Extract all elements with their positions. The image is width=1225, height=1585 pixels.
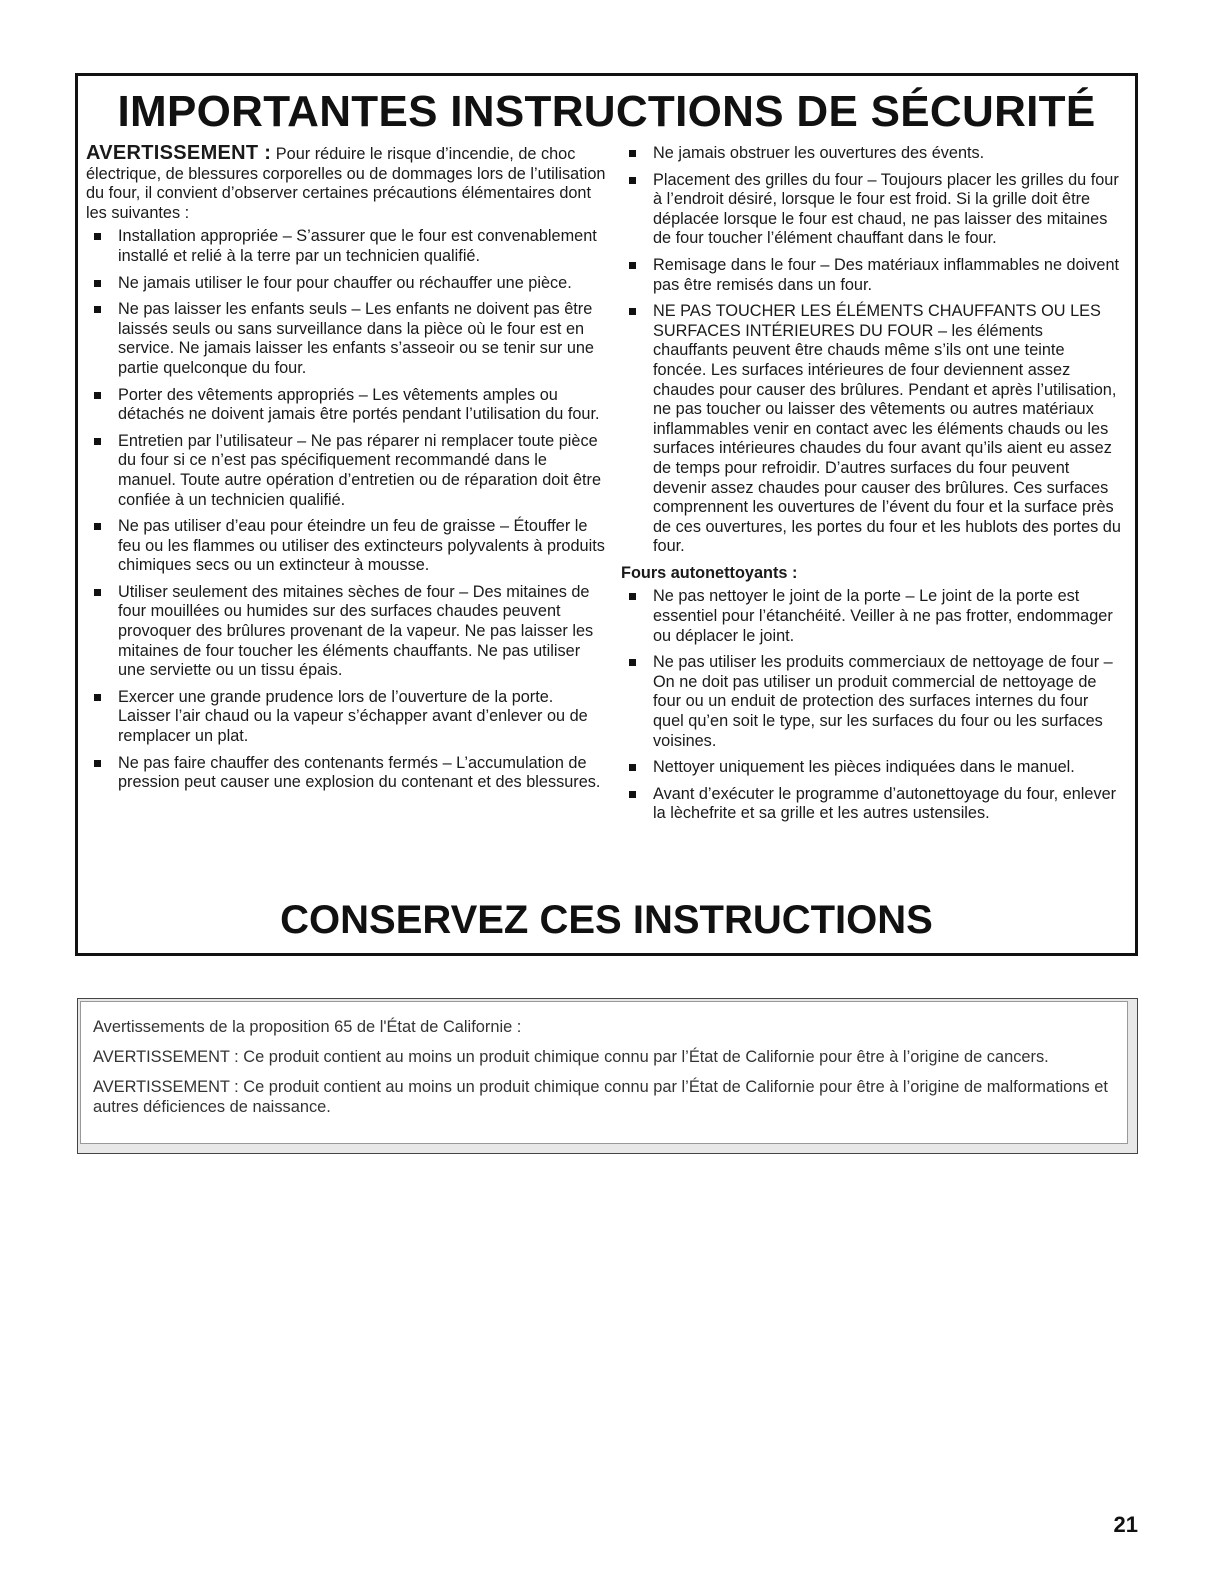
- square-bullet-icon: [629, 593, 636, 600]
- list-item-text: Ne pas nettoyer le joint de la porte – Le joint de la porte est essentiel pour l’étanchéité. Veiller à ne pas frotter, endommager ou déplacer le joint.: [653, 587, 1113, 645]
- list-item-text: Porter des vêtements appropriés – Les vêtements amples ou détachés ne doivent jamais être portés pendant l’utilisation du four.: [118, 385, 600, 424]
- list-item: [86, 517, 606, 576]
- prop65-cancer-warning: AVERTISSEMENT : Ce produit contient au moins un produit chimique connu par l’État de Californie pour être à l’origine de cancers.: [93, 1048, 1049, 1066]
- prop65-content: [80, 1001, 1128, 1144]
- square-bullet-icon: [94, 438, 101, 445]
- list-item-text: Nettoyer uniquement les pièces indiquées dans le manuel.: [653, 758, 1075, 777]
- left-instructions-list: [86, 227, 606, 792]
- list-item: [621, 144, 1121, 164]
- square-bullet-icon: [94, 306, 101, 313]
- list-item-text: NE PAS TOUCHER LES ÉLÉMENTS CHAUFFANTS OU LES SURFACES INTÉRIEURES DU FOUR – les éléments chauffants peuvent être chauds même s’ils ont une teinte foncée. Les surfaces intérieures de four deviennent assez chaudes pour causer des brûlures. Pendant et après l’utilisation, ne pas toucher ou laisser des vêtements ou autres matériaux inflammables venir en contact avec les éléments chauds ou les surfaces intérieures chaudes du four avant qu’ils aient eu assez de temps pour refroidir. D’autres surfaces du four peuvent devenir assez chaudes pour causer des brûlures. Ces surfaces comprennent les ouvertures de l’évent du four et la surface près de ces ouvertures, les portes du four et les hublots des portes du four.: [653, 302, 1121, 556]
- list-item-text: Ne pas utiliser les produits commerciaux de nettoyage de four – On ne doit pas utiliser un produit commercial de nettoyage de four ou un enduit de protection des surfaces internes du four quel qu’en soit le type, sur les surfaces du four ou les surfaces voisines.: [653, 653, 1113, 750]
- list-item: [86, 300, 606, 378]
- square-bullet-icon: [94, 233, 101, 240]
- page-title: IMPORTANTES INSTRUCTIONS DE SÉCURITÉ: [117, 87, 1096, 136]
- list-item: [621, 785, 1121, 824]
- warning-label: AVERTISSEMENT :: [86, 142, 272, 164]
- list-item: [86, 583, 606, 681]
- self-clean-list: [621, 587, 1121, 824]
- list-item: [621, 758, 1121, 778]
- list-item: [86, 432, 606, 510]
- self-clean-heading: Fours autonettoyants :: [621, 563, 798, 582]
- prop65-birth-defect-warning: AVERTISSEMENT : Ce produit contient au moins un produit chimique connu par l’État de Californie pour être à l’origine de malformations et autres déficiences de naissance.: [93, 1078, 1108, 1116]
- list-item: [86, 227, 606, 266]
- list-item-text: Ne jamais utiliser le four pour chauffer ou réchauffer une pièce.: [118, 273, 572, 292]
- square-bullet-icon: [94, 523, 101, 530]
- square-bullet-icon: [629, 764, 636, 771]
- list-item-text: Ne jamais obstruer les ouvertures des évents.: [653, 144, 985, 162]
- square-bullet-icon: [94, 760, 101, 767]
- list-item: [86, 688, 606, 747]
- square-bullet-icon: [94, 694, 101, 701]
- warning-intro-text: Pour réduire le risque d’incendie, de choc électrique, de blessures corporelles ou de dommages lors de l’utilisation du four, il convient d’observer certaines précautions élémentaires dont les suivantes :: [86, 145, 606, 222]
- right-column: [621, 144, 1121, 831]
- page-number: 21: [1113, 1512, 1138, 1537]
- list-item-text: Avant d’exécuter le programme d’autonettoyage du four, enlever la lèchefrite et sa grille et les autres ustensiles.: [653, 784, 1117, 823]
- square-bullet-icon: [629, 659, 636, 666]
- list-item: [86, 754, 606, 793]
- warning-intro: [86, 144, 606, 223]
- square-bullet-icon: [629, 150, 636, 157]
- list-item: [86, 274, 606, 294]
- square-bullet-icon: [94, 589, 101, 596]
- list-item: [86, 386, 606, 425]
- list-item-text: Exercer une grande prudence lors de l’ouverture de la porte. Laisser l’air chaud ou la vapeur s’échapper avant d’enlever ou de remplacer un plat.: [118, 687, 588, 746]
- list-item-text: Ne pas laisser les enfants seuls – Les enfants ne doivent pas être laissés seuls ou sans surveillance dans la pièce où le four est en service. Ne jamais laisser les enfants s’asseoir ou se tenir sur une partie quelconque du four.: [118, 300, 594, 377]
- square-bullet-icon: [94, 392, 101, 399]
- left-column: [86, 144, 606, 800]
- prop65-warning-box: [77, 998, 1138, 1154]
- list-item-text: Entretien par l’utilisateur – Ne pas réparer ni remplacer toute pièce du four si ce n’est pas spécifiquement recommandé dans le manuel. Toute autre opération d’entretien ou de réparation doit être confiée à un technicien qualifié.: [118, 431, 602, 509]
- square-bullet-icon: [94, 280, 101, 287]
- list-item-text: Remisage dans le four – Des matériaux inflammables ne doivent pas être remisés dans un four.: [653, 255, 1120, 294]
- list-item-text: Ne pas faire chauffer des contenants fermés – L’accumulation de pression peut causer une explosion du contenant et des blessures.: [118, 753, 601, 792]
- prop65-heading: Avertissements de la proposition 65 de l'État de Californie :: [93, 1018, 522, 1036]
- list-item-text: Ne pas utiliser d’eau pour éteindre un feu de graisse – Étouffer le feu ou les flammes ou utiliser des extincteurs polyvalents à produits chimiques secs ou un extincteur à mousse.: [118, 517, 605, 575]
- right-instructions-list: [621, 144, 1121, 557]
- square-bullet-icon: [629, 177, 636, 184]
- save-instructions-title: CONSERVEZ CES INSTRUCTIONS: [280, 898, 933, 942]
- list-item: [621, 653, 1121, 751]
- square-bullet-icon: [629, 262, 636, 269]
- safety-instructions-box: [75, 73, 1138, 956]
- list-item: [621, 587, 1121, 646]
- list-item-text: Placement des grilles du four – Toujours placer les grilles du four à l’endroit désiré, lorsque le four est froid. Si la grille doit être déplacée lorsque le four est chaud, ne pas laisser des mitaines de four toucher l’élément chauffant dans le four.: [653, 170, 1119, 248]
- square-bullet-icon: [629, 308, 636, 315]
- list-item-text: Installation appropriée – S’assurer que le four est convenablement installé et relié à la terre par un technicien qualifié.: [118, 227, 597, 265]
- square-bullet-icon: [629, 791, 636, 798]
- list-item-text: Utiliser seulement des mitaines sèches de four – Des mitaines de four mouillées ou humides sur des surfaces chaudes peuvent provoquer des brûlures provenant de la vapeur. Ne pas laisser les mitaines de four toucher les éléments chauffants. Ne pas utiliser une serviette ou un tissu épais.: [118, 582, 594, 680]
- list-item: [621, 256, 1121, 295]
- list-item: [621, 302, 1121, 557]
- list-item: [621, 171, 1121, 249]
